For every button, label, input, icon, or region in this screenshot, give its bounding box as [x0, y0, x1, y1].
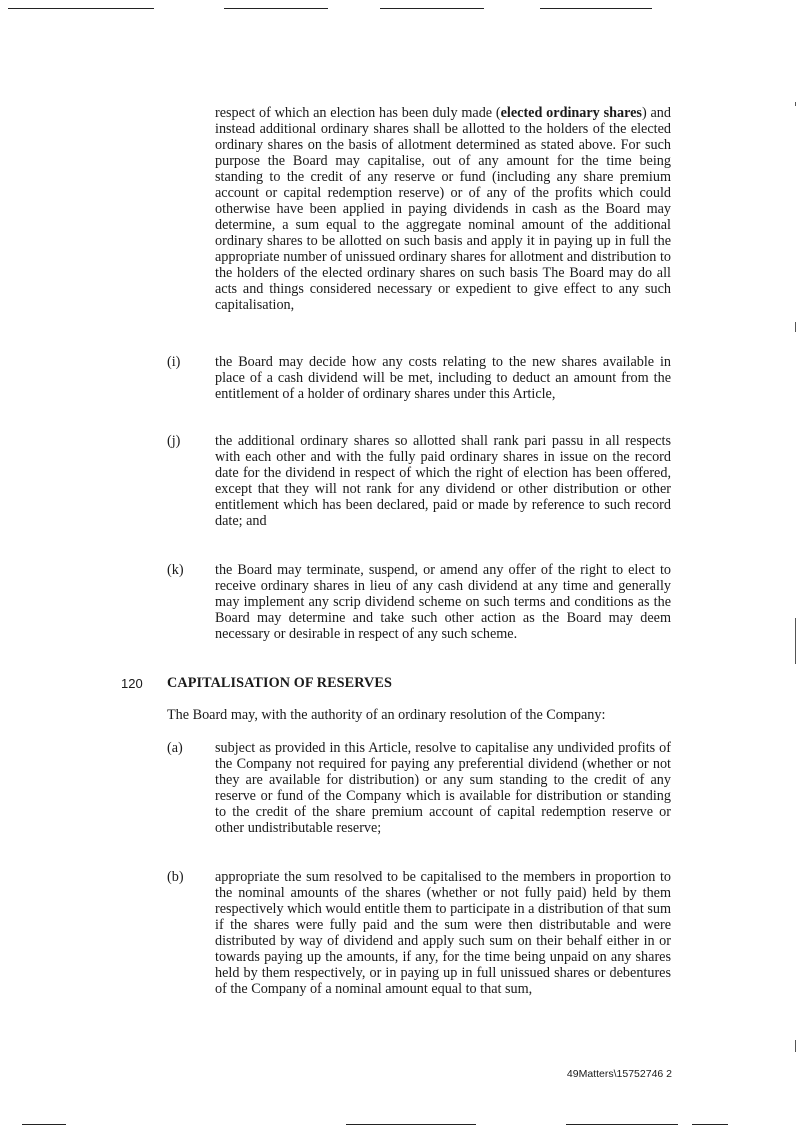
item-label-a: (a)	[167, 740, 183, 756]
item-text-k: the Board may terminate, suspend, or amend any offer of the right to elect to receive ordinary shares in lieu of any cash dividend at any time and generally may implement any scrip dividend scheme on such terms and conditions as the Board may determine and take such other action as the Board may deem necessary or desirable in respect of any such scheme.	[215, 562, 671, 642]
defined-term: elected ordinary shares	[500, 105, 642, 121]
item-text-j: the additional ordinary shares so allotted shall rank pari passu in all respects with each other and with the fully paid ordinary shares in issue on the record date for the dividend in respect of which the right of election has been offered, except that they will not rank for any dividend or other distribution or other entitlement which has been declared, paid or made by reference to such record date; and	[215, 433, 671, 529]
top-rule-1	[8, 8, 154, 9]
continuation-rest: ) and instead additional ordinary shares shall be allotted to the holders of the elected ordinary shares on the basis of allotment determined as stated above. For such purpose the Board may capitalise, out of any amount for the time being standing to the credit of any reserve or fund (including any share premium account or capital redemption reserve) or of any of the profits which could otherwise have been applied in paying dividends in cash as the Board may determine, a sum equal to the aggregate nominal amount of the additional ordinary shares to be allotted on such basis and apply it in paying up in full the appropriate number of unissued ordinary shares for allotment and distribution to the holders of the elected ordinary shares on such basis The Board may do all acts and things considered necessary or expedient to give effect to any such capitalisation,	[215, 105, 671, 313]
item-text-a: subject as provided in this Article, resolve to capitalise any undivided profits of the Company not required for paying any preferential dividend (whether or not they are available for distribution) or any sum standing to the credit of any reserve or fund of the Company which is available for distribution or standing to the credit of the share premium account of capital redemption reserve or other undistributable reserve;	[215, 740, 671, 836]
item-text-b: appropriate the sum resolved to be capitalised to the members in proportion to the nominal amounts of the shares (whether or not fully paid) held by them respectively which would entitle them to participate in a distribution of that sum if the shares were fully paid and the sum were then distributable and were distributed by way of dividend and apply such sum on their behalf either in or towards paying up the amounts, if any, for the time being unpaid on any shares held by them respectively, or in paying up in full unissued shares or debentures of the Company of a nominal amount equal to that sum,	[215, 869, 671, 997]
bottom-rule-3	[566, 1124, 678, 1125]
bottom-rule-4	[692, 1124, 728, 1125]
section-number: 120	[121, 676, 143, 691]
margin-mark-4	[795, 1040, 796, 1052]
continuation-paragraph	[215, 105, 671, 313]
margin-mark-2	[795, 322, 796, 332]
top-rule-4	[540, 8, 652, 9]
top-rule-3	[380, 8, 484, 9]
margin-mark-3	[795, 618, 796, 664]
bottom-rule-2	[346, 1124, 476, 1125]
item-label-k: (k)	[167, 562, 184, 578]
section-heading: CAPITALISATION OF RESERVES	[167, 675, 392, 691]
continuation-lead: respect of which an election has been duly made (	[215, 105, 501, 121]
top-rule-2	[224, 8, 328, 9]
section-intro: The Board may, with the authority of an ordinary resolution of the Company:	[167, 707, 606, 723]
item-label-j: (j)	[167, 433, 181, 449]
document-reference: 49Matters\15752746 2	[566, 1068, 672, 1080]
item-text-i: the Board may decide how any costs relating to the new shares available in place of a cash dividend will be met, including to deduct an amount from the entitlement of a holder of ordinary shares under this Article,	[215, 354, 671, 402]
item-label-i: (i)	[167, 354, 181, 370]
bottom-rule-1	[22, 1124, 66, 1125]
margin-mark-1	[795, 102, 796, 106]
item-label-b: (b)	[167, 869, 184, 885]
